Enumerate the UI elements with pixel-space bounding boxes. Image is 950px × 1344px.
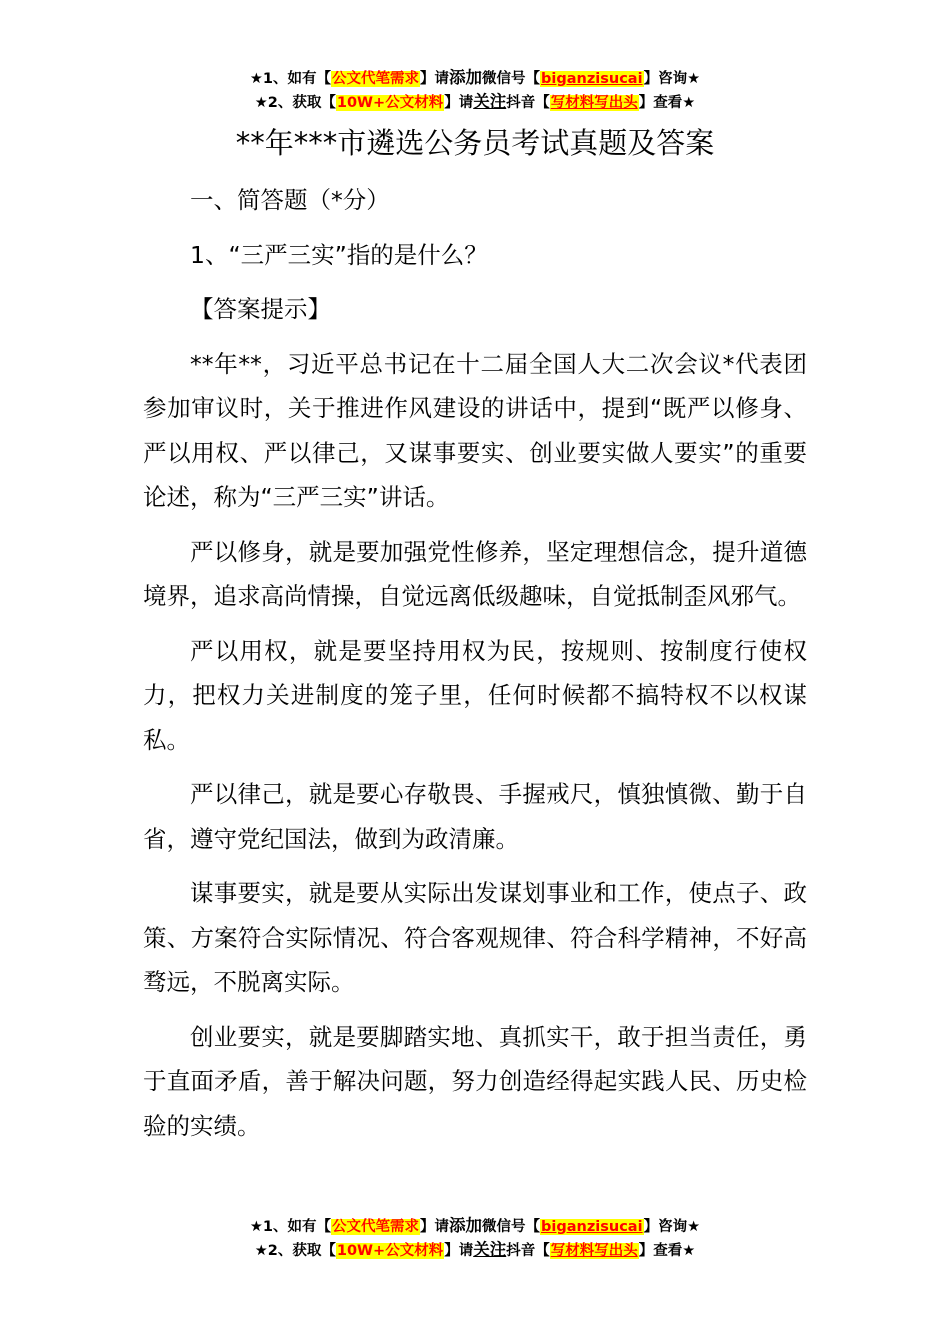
banner-text: 】请 [444,1243,474,1259]
banner-text: ★2、获取【 [254,95,336,111]
banner-text: 微信号【 [482,71,541,87]
banner-line-1 [0,1214,950,1238]
banner-text: 】查看★ [638,1243,696,1259]
highlight-service: 公文代笔需求 [332,1219,420,1235]
wechat-id-link[interactable]: biganzisucai [541,71,643,87]
banner-emphasis: 关注 [473,92,507,111]
banner-line-2 [0,90,950,114]
banner-text: 抖音【 [506,95,550,111]
document-title: **年***市遴选公务员考试真题及答案 [235,126,715,160]
banner-text: 抖音【 [506,1243,550,1259]
banner-text: ★1、如有【 [249,1219,332,1235]
banner-text: 】查看★ [638,95,696,111]
banner-line-1 [0,66,950,90]
paragraph: 严以用权，就是要坚持用权为民，按规则、按制度行使权力，把权力关进制度的笼子里，任何时候都不搞特权不以权谋私。 [143,636,807,754]
highlight-materials: 10W+公文材料 [336,1243,444,1259]
banner-text: 】请 [420,71,450,87]
douyin-account-link[interactable]: 写材料写出头 [550,1243,638,1259]
question-text: 1、“三严三实”指的是什么？ [190,240,488,269]
banner-emphasis: 添加 [449,68,483,87]
paragraph: 严以修身，就是要加强党性修养，坚定理想信念，提升道德境界，追求高尚情操，自觉远离低级趣味，自觉抵制歪风邪气。 [143,537,807,610]
highlight-service: 公文代笔需求 [332,71,420,87]
banner-text: 】咨询★ [643,1219,701,1235]
section-heading: 一、简答题（*分） [190,186,390,214]
banner-line-2 [0,1238,950,1262]
douyin-account-link[interactable]: 写材料写出头 [550,95,638,111]
top-banner [0,66,950,114]
paragraph: 创业要实，就是要脚踏实地、真抓实干，敢于担当责任，勇于直面矛盾，善于解决问题，努力创造经得起实践人民、历史检验的实绩。 [143,1022,807,1140]
banner-text: 微信号【 [482,1219,541,1235]
paragraph: 严以律己，就是要心存敬畏、手握戒尺，慎独慎微、勤于自省，遵守党纪国法，做到为政清廉。 [143,780,807,853]
banner-emphasis: 关注 [473,1240,507,1259]
paragraph: **年**，习近平总书记在十二届全国人大二次会议*代表团参加审议时，关于推进作风建设的讲话中，提到“既严以修身、严以用权、严以律己，又谋事要实、创业要实做人要实”的重要论述，称为“三严三实”讲话。 [143,349,807,511]
banner-text: 】咨询★ [643,71,701,87]
bottom-banner [0,1214,950,1262]
wechat-id-link[interactable]: biganzisucai [541,1219,643,1235]
answer-label: 【答案提示】 [190,295,331,323]
highlight-materials: 10W+公文材料 [336,95,444,111]
banner-emphasis: 添加 [449,1216,483,1235]
document-body [143,178,807,1158]
paragraph: 谋事要实，就是要从实际出发谋划事业和工作，使点子、政策、方案符合实际情况、符合客观规律、符合科学精神，不好高骛远，不脱离实际。 [143,879,807,996]
banner-text: ★2、获取【 [254,1243,336,1259]
banner-text: 】请 [444,95,474,111]
banner-text: 】请 [420,1219,450,1235]
banner-text: ★1、如有【 [249,71,332,87]
